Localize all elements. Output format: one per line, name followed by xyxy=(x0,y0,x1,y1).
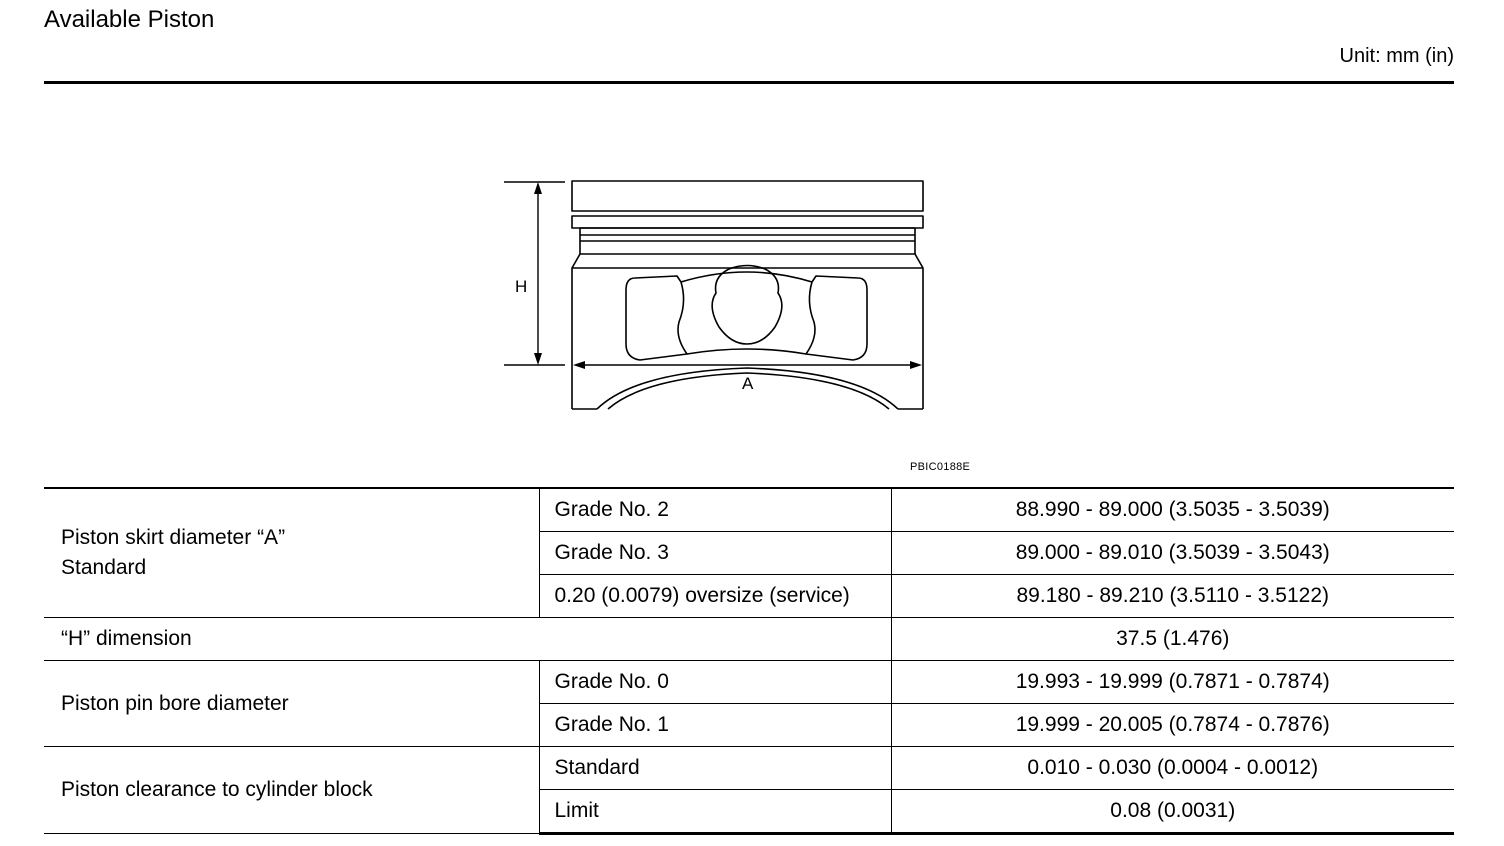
pin-bore-item: Piston pin bore diameter xyxy=(44,661,539,747)
page-title: Available Piston xyxy=(44,6,215,33)
figure-code: PBIC0188E xyxy=(910,461,971,473)
piston-window-right xyxy=(806,276,867,360)
table-row xyxy=(44,747,1454,790)
table-cell-value: 19.999 - 20.005 (0.7874 - 0.7876) xyxy=(891,704,1454,747)
h-dimension-arrow xyxy=(534,182,542,365)
clearance-item: Piston clearance to cylinder block xyxy=(44,747,539,834)
table-row xyxy=(44,618,1454,661)
a-dimension-label: A xyxy=(742,374,754,393)
unit-label: Unit: mm (in) xyxy=(1339,45,1454,67)
table-cell-value: 89.000 - 89.010 (3.5039 - 3.5043) xyxy=(891,532,1454,575)
table-cell-subitem: Grade No. 3 xyxy=(539,532,891,575)
skirt-diameter-item: Piston skirt diameter “A” Standard xyxy=(44,488,539,618)
table-cell-value: 89.180 - 89.210 (3.5110 - 3.5122) xyxy=(891,575,1454,618)
table-row xyxy=(44,661,1454,704)
h-dimension-item: “H” dimension xyxy=(44,618,891,661)
table-cell-value: 0.08 (0.0031) xyxy=(891,790,1454,834)
table-row xyxy=(44,488,1454,532)
piston-crown xyxy=(572,181,923,211)
piston-diagram xyxy=(495,172,935,417)
table-cell-value: 88.990 - 89.000 (3.5035 - 3.5039) xyxy=(891,488,1454,532)
table-cell-subitem: Grade No. 2 xyxy=(539,488,891,532)
table-cell-subitem: 0.20 (0.0079) oversize (service) xyxy=(539,575,891,618)
piston-spec-table xyxy=(44,487,1454,835)
pin-bore xyxy=(712,266,782,345)
table-cell-subitem: Standard xyxy=(539,747,891,790)
header-rule xyxy=(44,81,1454,84)
piston-ring-land-1 xyxy=(572,216,923,228)
table-cell-value: 0.010 - 0.030 (0.0004 - 0.0012) xyxy=(891,747,1454,790)
h-dimension-label: H xyxy=(515,277,528,296)
table-cell-subitem: Limit xyxy=(539,790,891,834)
table-cell-value: 19.993 - 19.999 (0.7871 - 0.7874) xyxy=(891,661,1454,704)
piston-drawing xyxy=(495,172,935,417)
table-cell-subitem: Grade No. 0 xyxy=(539,661,891,704)
table-cell-subitem: Grade No. 1 xyxy=(539,704,891,747)
piston-window-left xyxy=(626,276,687,360)
table-cell-value: 37.5 (1.476) xyxy=(891,618,1454,661)
